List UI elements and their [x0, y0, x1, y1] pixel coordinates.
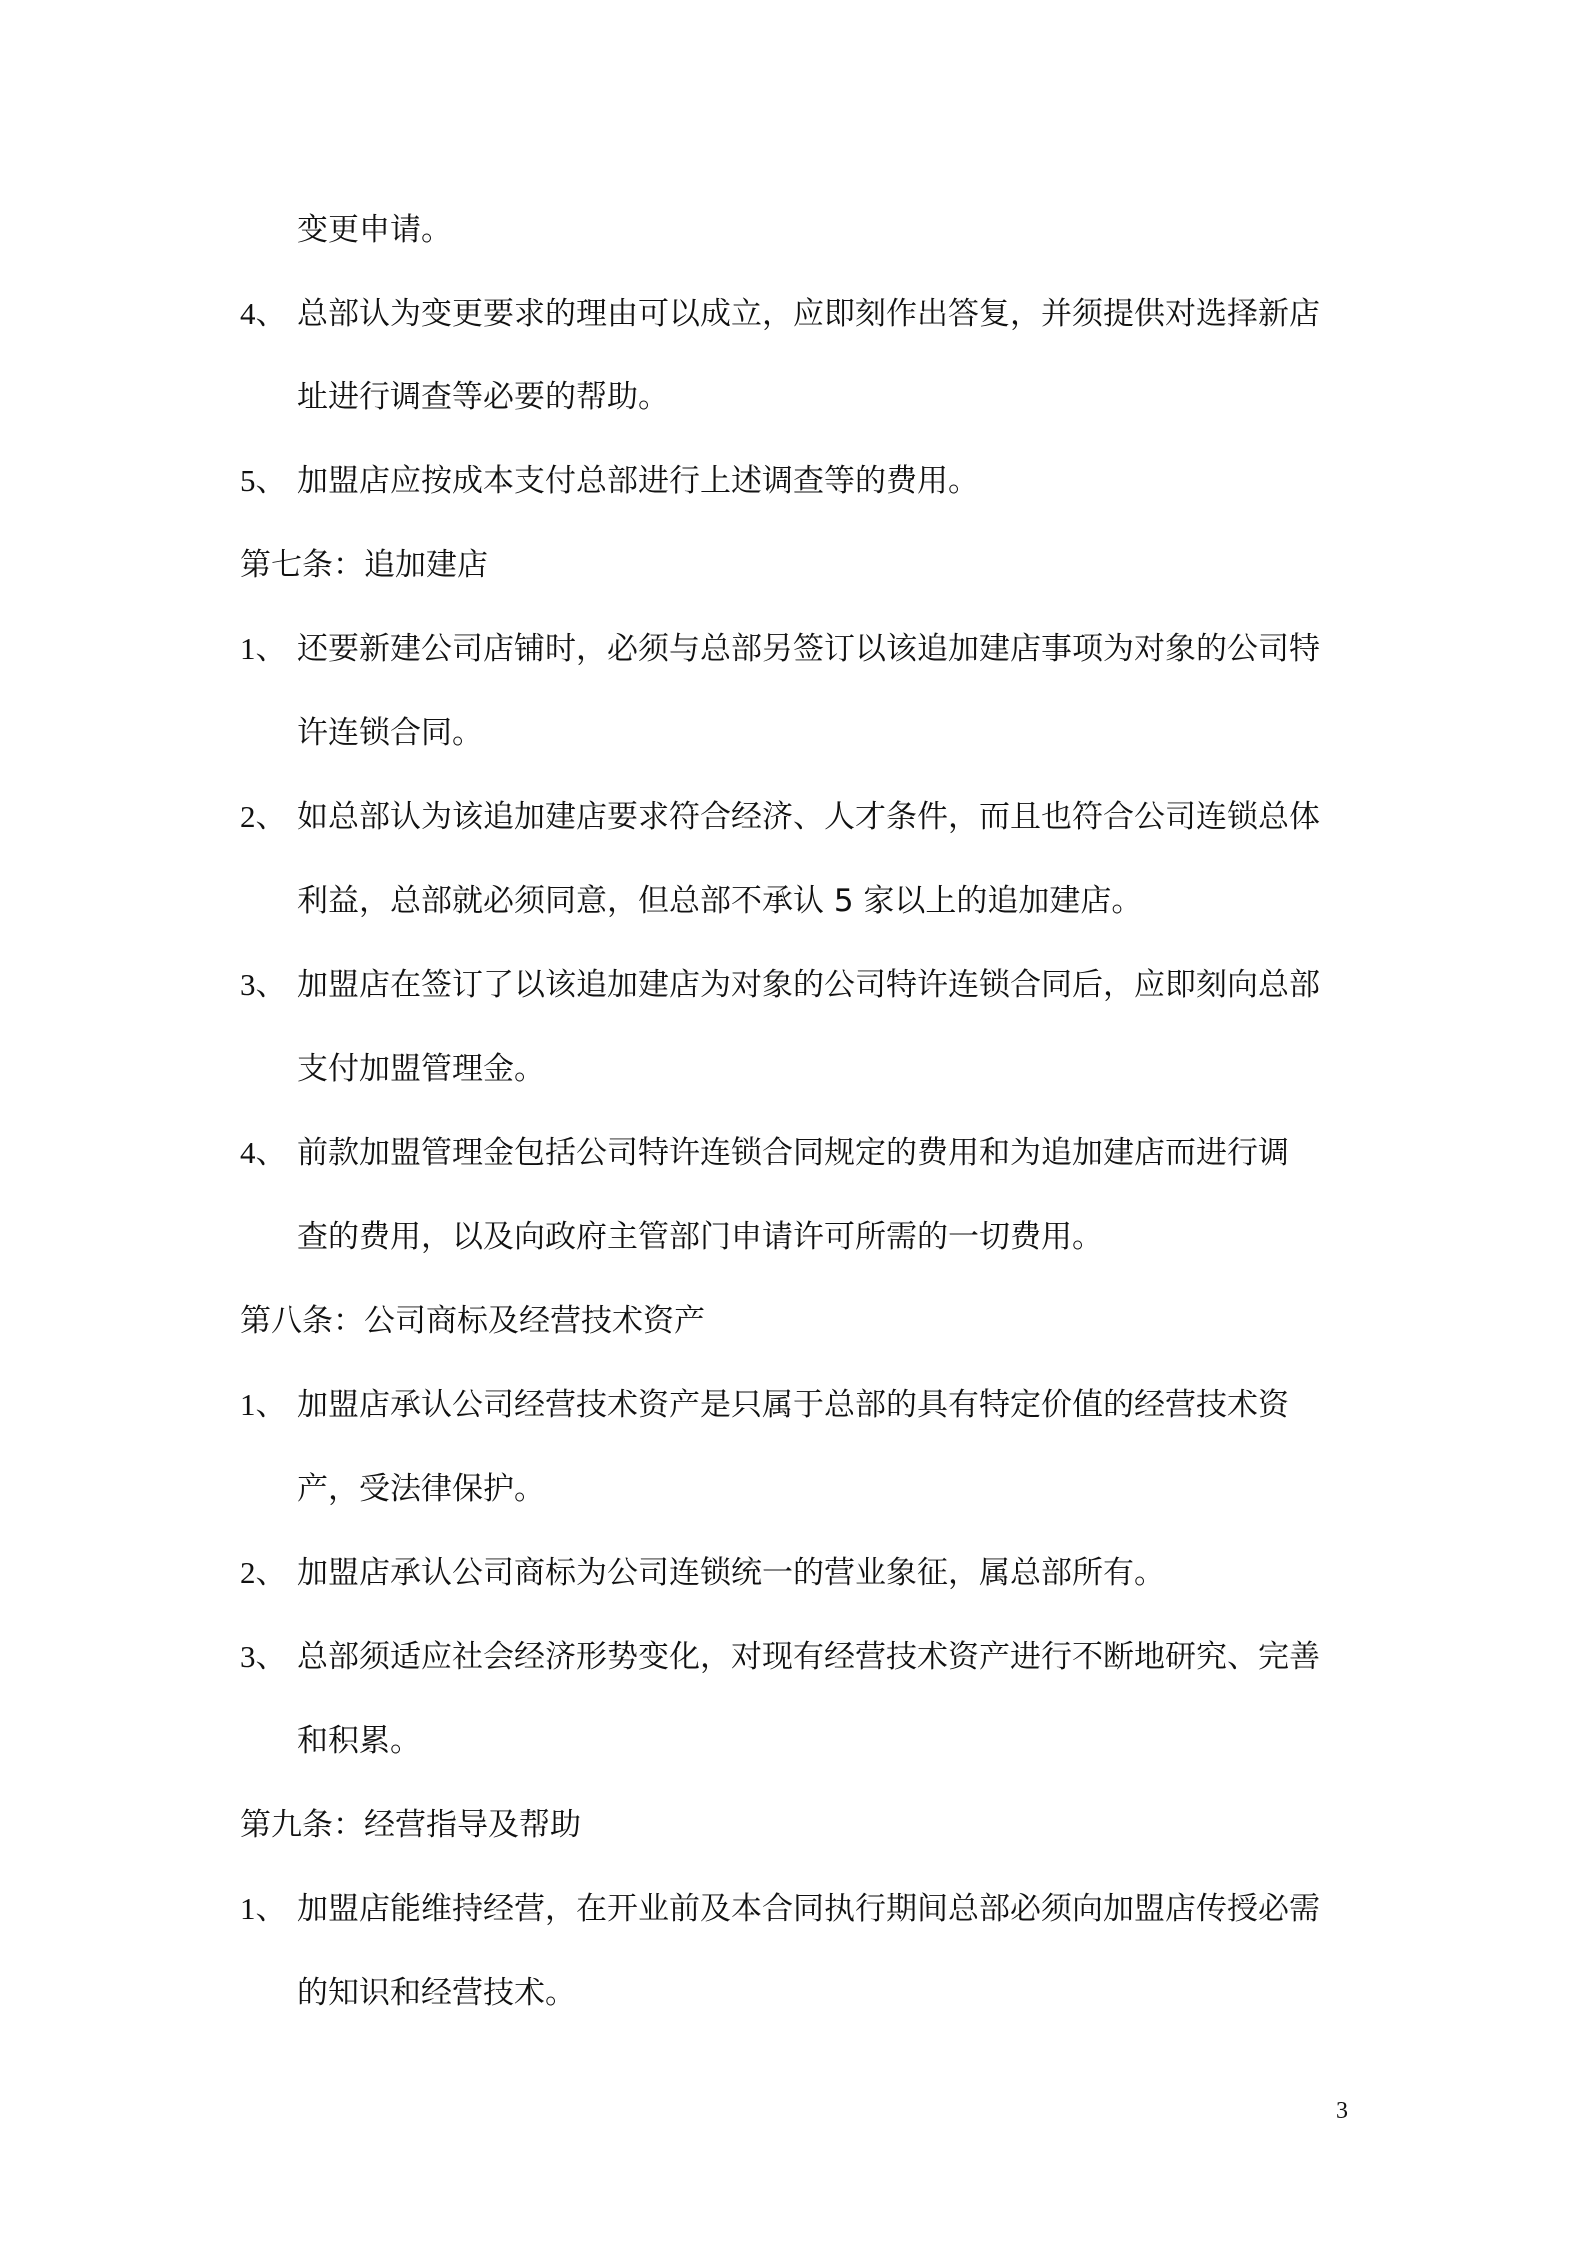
- item-text: 加盟店应按成本支付总部进行上述调查等的费用。: [297, 463, 979, 499]
- item-text: 加盟店在签订了以该追加建店为对象的公司特许连锁合同后，应即刻向总部: [297, 967, 1320, 1003]
- item-continuation: 产，受法律保护。: [297, 1471, 545, 1507]
- item-continuation: 许连锁合同。: [297, 715, 483, 751]
- item-continuation: 支付加盟管理金。: [297, 1051, 545, 1087]
- item-number: 1、: [240, 1891, 287, 1926]
- item-continuation: 和积累。: [297, 1723, 421, 1759]
- continuation-text: 变更申请。: [297, 212, 452, 248]
- item-text: 加盟店承认公司经营技术资产是只属于总部的具有特定价值的经营技术资: [297, 1387, 1289, 1423]
- section-heading: 第七条：追加建店: [240, 547, 488, 583]
- item-number: 2、: [240, 799, 287, 834]
- item-text: 还要新建公司店铺时，必须与总部另签订以该追加建店事项为对象的公司特: [297, 631, 1320, 667]
- item-text: 如总部认为该追加建店要求符合经济、人才条件，而且也符合公司连锁总体: [297, 799, 1320, 835]
- item-text: 加盟店能维持经营，在开业前及本合同执行期间总部必须向加盟店传授必需: [297, 1891, 1320, 1927]
- item-text: 前款加盟管理金包括公司特许连锁合同规定的费用和为追加建店而进行调: [297, 1135, 1289, 1171]
- item-continuation: 址进行调查等必要的帮助。: [297, 379, 669, 415]
- item-continuation: 查的费用，以及向政府主管部门申请许可所需的一切费用。: [297, 1219, 1103, 1255]
- item-text: 总部认为变更要求的理由可以成立，应即刻作出答复，并须提供对选择新店: [297, 296, 1320, 332]
- item-continuation: 利益，总部就必须同意，但总部不承认 5 家以上的追加建店。: [297, 883, 1143, 919]
- item-number: 1、: [240, 631, 287, 666]
- section-heading: 第八条：公司商标及经营技术资产: [240, 1303, 705, 1339]
- item-number: 3、: [240, 967, 287, 1002]
- item-text: 加盟店承认公司商标为公司连锁统一的营业象征，属总部所有。: [297, 1555, 1165, 1591]
- item-continuation: 的知识和经营技术。: [297, 1975, 576, 2011]
- item-number: 5、: [240, 463, 287, 498]
- item-text: 总部须适应社会经济形势变化，对现有经营技术资产进行不断地研究、完善: [297, 1639, 1320, 1675]
- item-number: 1、: [240, 1387, 287, 1422]
- item-number: 4、: [240, 1135, 287, 1170]
- item-number: 3、: [240, 1639, 287, 1674]
- page-number: 3: [1336, 2098, 1348, 2124]
- item-number: 4、: [240, 296, 287, 331]
- item-number: 2、: [240, 1555, 287, 1590]
- section-heading: 第九条：经营指导及帮助: [240, 1807, 581, 1843]
